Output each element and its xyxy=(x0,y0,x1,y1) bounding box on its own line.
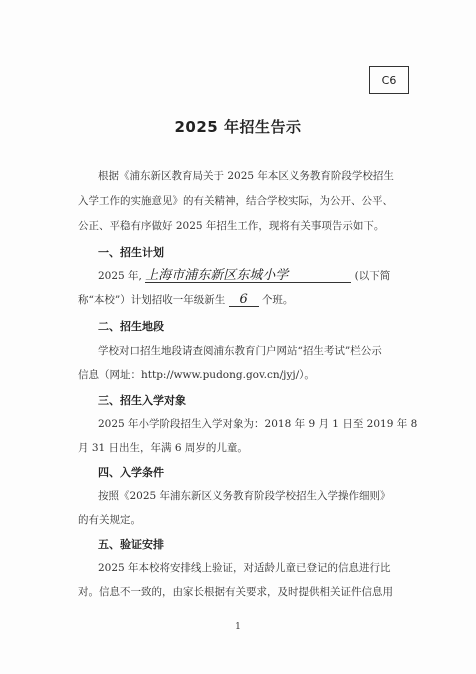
plan-classes-suffix: 个班。 xyxy=(261,294,294,306)
plan-classes-label: 称“本校”）计划招收一年级新生 xyxy=(78,294,226,306)
page-number: 1 xyxy=(235,622,241,632)
section-heading-plan: 一、招生计划 xyxy=(98,246,164,259)
verification-line-1: 2025 年本校将安排线上验证，对适龄儿童已登记的信息进行比 xyxy=(98,562,391,574)
plan-line-2 xyxy=(78,292,293,307)
plan-line-1 xyxy=(98,268,390,283)
intro-line-3: 公正、平稳有序做好 2025 年招生工作，现将有关事项告示如下。 xyxy=(78,220,385,232)
section-heading-conditions: 四、入学条件 xyxy=(98,466,164,479)
intro-line-1: 根据《浦东新区教育局关于 2025 年本区义务教育阶段学校招生 xyxy=(98,170,394,182)
plan-suffix-label: (以下简 xyxy=(354,270,391,282)
conditions-line-2: 的有关规定。 xyxy=(78,514,141,526)
eligibility-line-1: 2025 年小学阶段招生入学对象为：2018 年 9 月 1 日至 2019 年 8 xyxy=(98,418,418,430)
intro-line-2: 入学工作的实施意见》的有关精神，结合学校实际，为公开、公平、 xyxy=(78,195,393,207)
section-heading-district: 二、招生地段 xyxy=(98,320,164,333)
plan-year-label: 2025 年, xyxy=(98,270,142,282)
verification-line-2: 对。信息不一致的，由家长根据有关要求，及时提供相关证件信息用 xyxy=(78,586,393,598)
eligibility-line-2: 月 31 日出生，年满 6 周岁的儿童。 xyxy=(78,442,248,454)
district-line-1: 学校对口招生地段请查阅浦东教育门户网站“招生考试”栏公示 xyxy=(98,345,382,357)
handwritten-school-name: 上海市浦东新区东城小学 xyxy=(145,269,351,283)
page-title: 2025 年招生告示 xyxy=(174,118,302,136)
district-line-2: 信息（网址：http://www.pudong.gov.cn/jyj/）。 xyxy=(78,369,315,381)
conditions-line-1: 按照《2025 年浦东新区义务教育阶段学校招生入学操作细则》 xyxy=(98,490,391,502)
section-heading-eligibility: 三、招生入学对象 xyxy=(98,394,186,407)
section-heading-verification: 五、验证安排 xyxy=(98,538,164,551)
handwritten-class-count: 6 xyxy=(229,293,259,307)
document-code-box: C6 xyxy=(369,66,409,94)
